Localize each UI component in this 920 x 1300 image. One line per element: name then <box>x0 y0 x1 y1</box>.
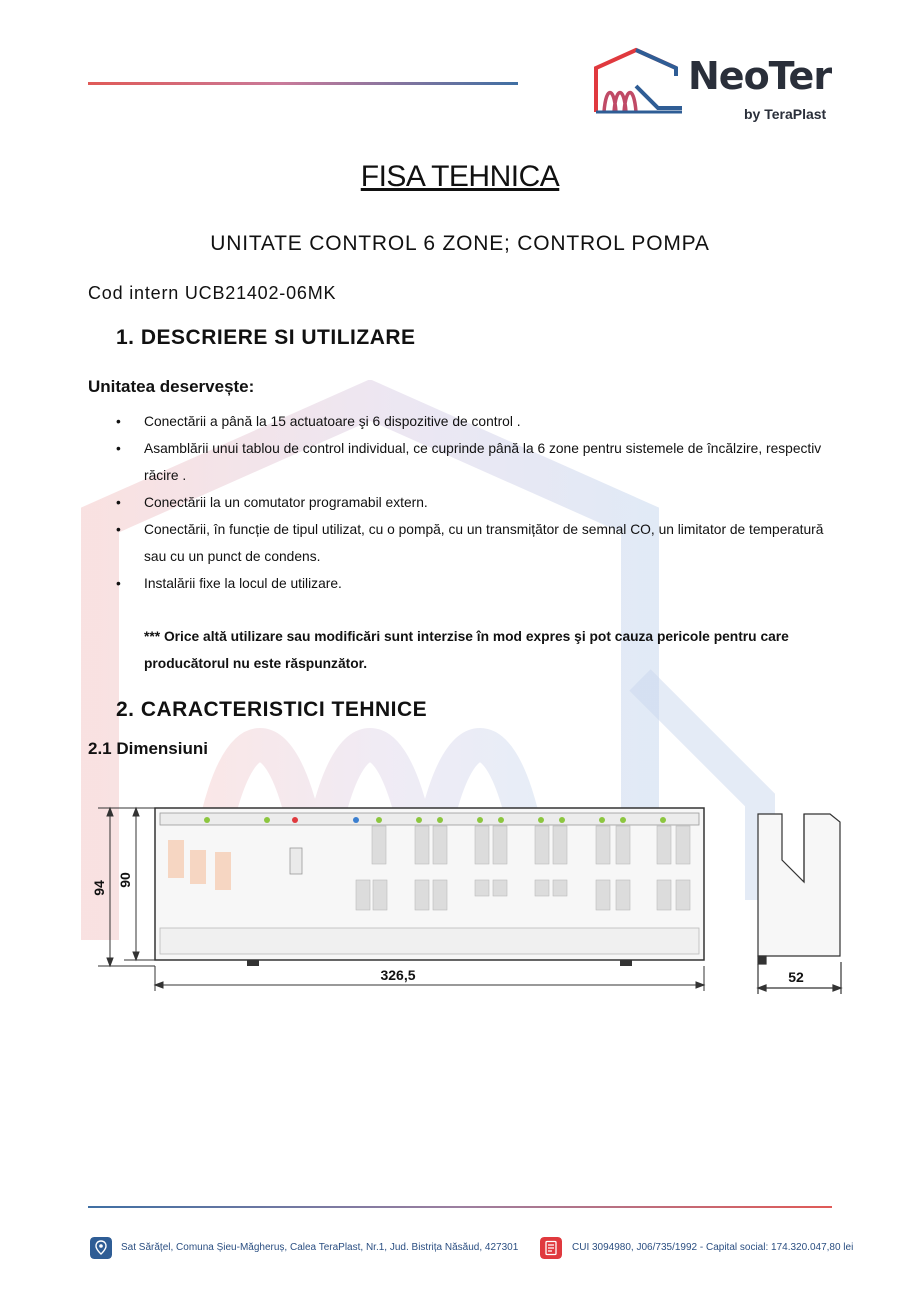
bullet-icon: • <box>116 441 121 456</box>
bullet-icon: • <box>116 576 121 591</box>
section-1-heading: 1. DESCRIERE SI UTILIZARE <box>116 326 416 349</box>
bullet-icon: • <box>116 414 121 429</box>
list-item: • Instalării fixe la locul de utilizare. <box>116 570 836 597</box>
list-item: • Conectării la un comutator programabil extern. <box>116 489 836 516</box>
brand-name: NeoTer <box>688 54 832 98</box>
footer-rule <box>88 1206 832 1208</box>
list-item: • Conectării a până la 15 actuatoare şi 6 dispozitive de control . <box>116 408 836 435</box>
bullet-icon: • <box>116 522 121 537</box>
section-1-intro: Unitatea deservește: <box>88 377 255 396</box>
location-pin-icon <box>90 1237 112 1259</box>
footer-address: Sat Sărățel, Comuna Șieu-Măgheruș, Calea TeraPlast, Nr.1, Jud. Bistrița Năsăud, 427301 <box>121 1242 519 1253</box>
dimensions-subheading: 2.1 Dimensiuni <box>88 739 208 758</box>
usage-list <box>116 408 836 597</box>
internal-code: Cod intern UCB21402-06MK <box>88 283 337 303</box>
document-title: FISA TEHNICA <box>360 160 560 193</box>
header-rule <box>88 82 518 85</box>
list-item: • Asamblării unui tablou de control individual, ce cuprinde până la 6 zone pentru sistemele de încălzire, respectiv răcire . <box>116 435 836 489</box>
side-view <box>758 814 841 994</box>
height-outer-label: 94 <box>91 880 107 896</box>
document-subtitle: UNITATE CONTROL 6 ZONE; CONTROL POMPA <box>210 232 710 255</box>
list-item: • Conectării, în funcție de tipul utilizat, cu o pompă, cu un transmițător de semnal CO, un limitator de temperatură sau cu un punct de condens. <box>116 516 836 570</box>
usage-warning: *** Orice altă utilizare sau modificări sunt interzise în mod expres şi pot cauza pericole pentru care producătorul nu este răspunzător. <box>144 629 789 671</box>
brand-subtitle: by TeraPlast <box>744 106 827 122</box>
bullet-icon: • <box>116 495 121 510</box>
footer-company-info: CUI 3094980, J06/735/1992 - Capital social: 174.320.047,80 lei <box>572 1242 854 1253</box>
dimension-drawing <box>88 796 848 1002</box>
front-view <box>155 808 704 966</box>
document-icon <box>540 1237 562 1259</box>
width-label: 326,5 <box>380 967 416 983</box>
depth-label: 52 <box>788 969 804 985</box>
height-inner-label: 90 <box>117 872 133 888</box>
section-2-heading: 2. CARACTERISTICI TEHNICE <box>116 698 428 721</box>
